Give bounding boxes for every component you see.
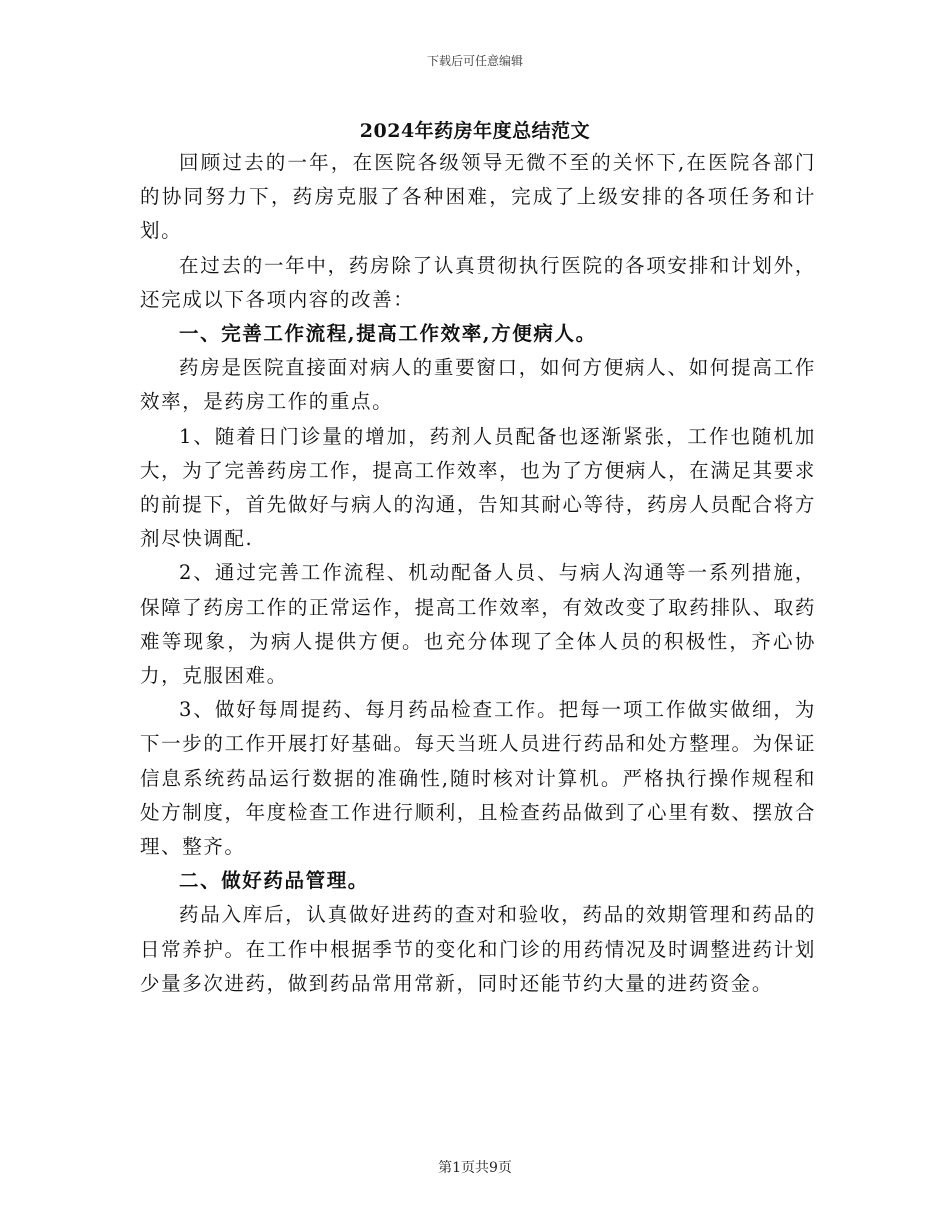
paragraph-drug-management: 药品入库后，认真做好进药的查对和验收，药品的效期管理和药品的日常养护。在工作中根据季节的变化和门诊的用药情况及时调整进药计划少量多次进药，做到药品常用常新，同时还能节约大量的进药资金。 (140, 903, 816, 995)
paragraph-workflow-intro: 药房是医院直接面对病人的重要窗口，如何方便病人、如何提高工作效率，是药房工作的重点。 (140, 356, 816, 414)
page-header-note: 下载后可任意编辑 (426, 54, 523, 68)
section-heading-workflow: 一、完善工作流程,提高工作效率,方便病人。 (179, 322, 597, 346)
document-body (140, 146, 816, 1001)
paragraph-item-1: 1、随着日门诊量的增加，药剂人员配备也逐渐紧张，工作也随机加大，为了完善药房工作，提高工作效率，也为了方便病人，在满足其要求的前提下，首先做好与病人的沟通，告知其耐心等待，药房人员配合将方剂尽快调配. (140, 424, 816, 551)
page-number: 第1页共9页 (438, 1160, 512, 1176)
paragraph-overview: 在过去的一年中，药房除了认真贯彻执行医院的各项安排和计划外，还完成以下各项内容的改善： (140, 253, 816, 311)
document-title: 2024年药房年度总结范文 (359, 120, 591, 142)
section-heading-drug-management: 二、做好药品管理。 (179, 869, 369, 893)
paragraph-item-2: 2、通过完善工作流程、机动配备人员、与病人沟通等一系列措施，保障了药房工作的正常运作，提高工作效率，有效改变了取药排队、取药难等现象，为病人提供方便。也充分体现了全体人员的积极性，齐心协力，克服困难。 (140, 561, 816, 688)
paragraph-intro: 回顾过去的一年，在医院各级领导无微不至的关怀下,在医院各部门的协同努力下，药房克服了各种困难，完成了上级安排的各项任务和计划。 (140, 151, 816, 243)
paragraph-item-3: 3、做好每周提药、每月药品检查工作。把每一项工作做实做细，为下一步的工作开展打好基础。每天当班人员进行药品和处方整理。为保证信息系统药品运行数据的准确性,随时核对计算机。严格执行操作规程和处方制度，年度检查工作进行顺利，且检查药品做到了心里有数、摆放合理、整齐。 (140, 698, 816, 859)
